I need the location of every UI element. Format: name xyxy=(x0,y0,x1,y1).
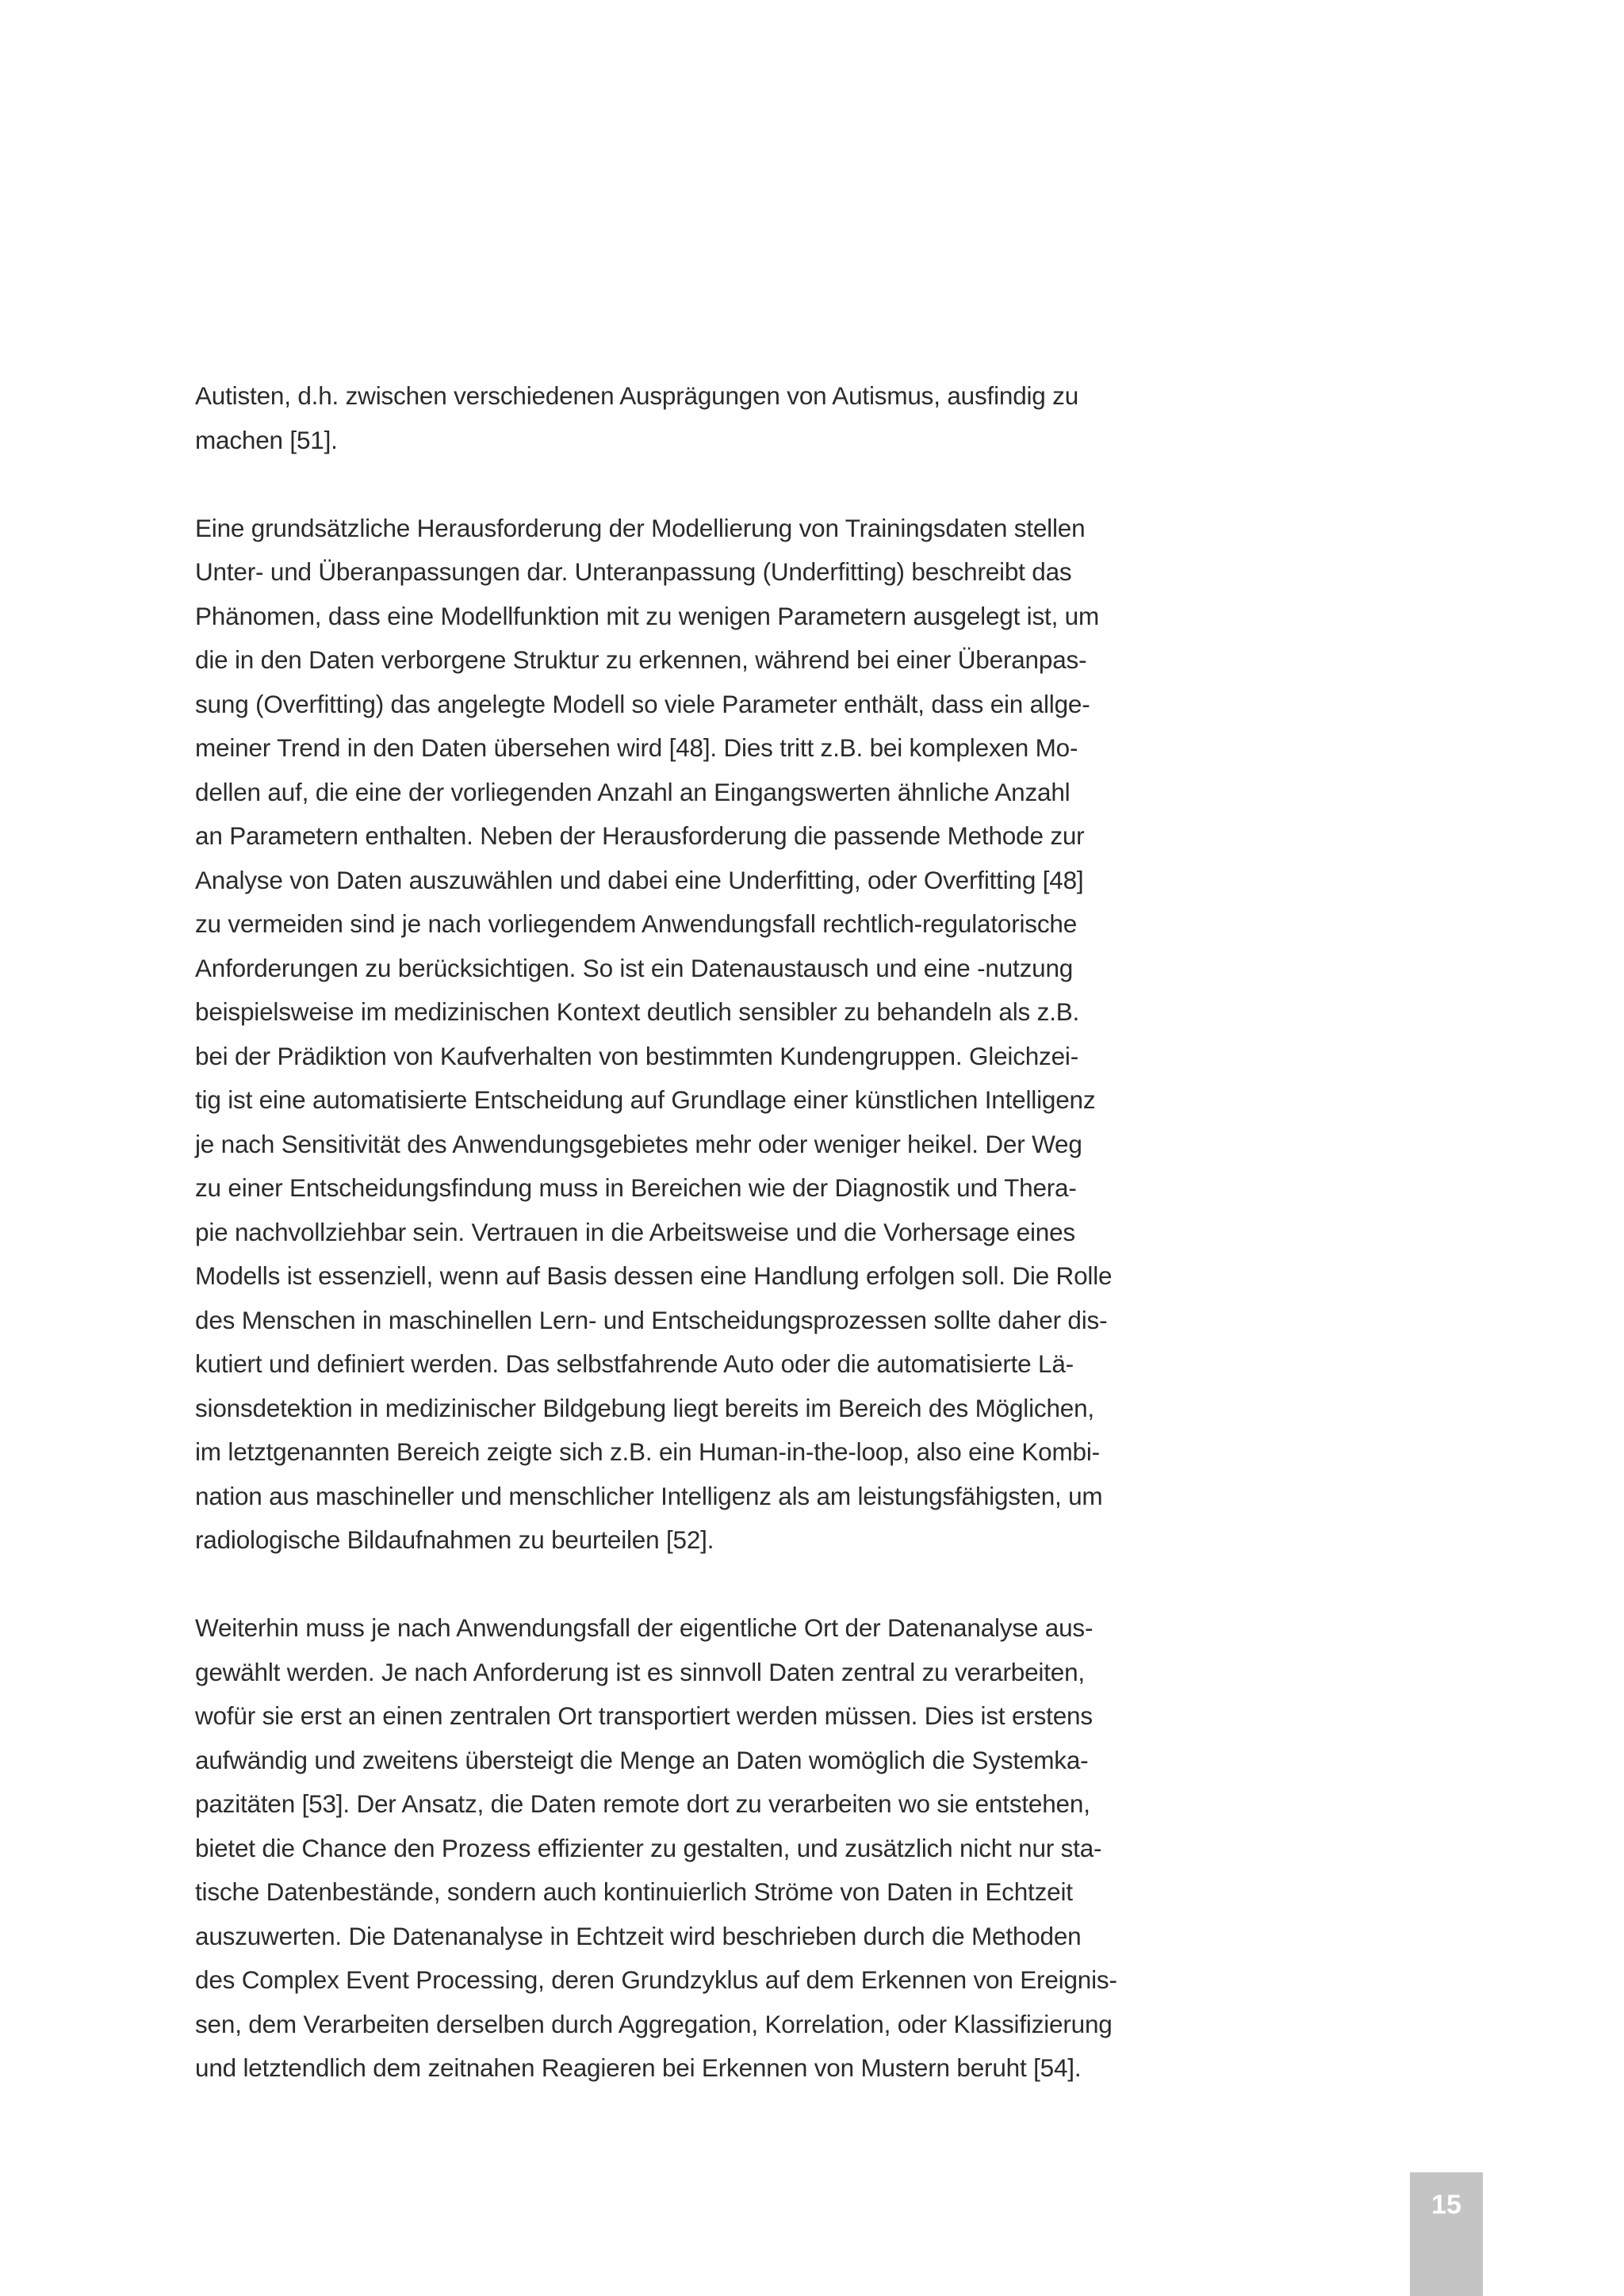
text-line: Anforderungen zu berücksichtigen. So ist ein Datenaustausch und eine -nutzung xyxy=(195,953,1074,982)
paragraph-spacer xyxy=(195,1563,1175,1607)
text-line: Unter- und Überanpassungen dar. Unteranpassung (Underfitting) beschreibt das xyxy=(195,557,1072,586)
text-line: Eine grundsätzliche Herausforderung der Modellierung von Trainingsdaten stellen xyxy=(195,513,1086,542)
text-line: Weiterhin muss je nach Anwendungsfall der eigentliche Ort der Datenanalyse aus- xyxy=(195,1613,1094,1642)
text-line: beispielsweise im medizinischen Kontext deutlich sensibler zu behandeln als z.B. xyxy=(195,997,1080,1026)
text-line: pie nachvollziehbar sein. Vertrauen in die Arbeitsweise und die Vorhersage eines xyxy=(195,1217,1075,1246)
page-number: 15 xyxy=(1431,2190,1461,2220)
text-line: pazitäten [53]. Der Ansatz, die Daten remote dort zu verarbeiten wo sie entstehen, xyxy=(195,1789,1090,1818)
text-line: Analyse von Daten auszuwählen und dabei eine Underfitting, oder Overfitting [48] xyxy=(195,865,1084,894)
text-line: aufwändig und zweitens übersteigt die Menge an Daten womöglich die Systemka- xyxy=(195,1745,1089,1774)
text-line: tische Datenbestände, sondern auch kontinuierlich Ströme von Daten in Echtzeit xyxy=(195,1877,1073,1906)
text-line: auszuwerten. Die Datenanalyse in Echtzeit wird beschrieben durch die Methoden xyxy=(195,1921,1082,1950)
text-line: des Complex Event Processing, deren Grundzyklus auf dem Erkennen von Ereignis- xyxy=(195,1965,1117,1994)
paragraph xyxy=(195,374,1175,462)
body-text xyxy=(195,374,1175,2091)
text-line: an Parametern enthalten. Neben der Herausforderung die passende Methode zur xyxy=(195,821,1085,850)
text-line: nation aus maschineller und menschlicher Intelligenz als am leistungsfähigsten, um xyxy=(195,1481,1103,1510)
paragraph-spacer xyxy=(195,462,1175,507)
text-line: Autisten, d.h. zwischen verschiedenen Ausprägungen von Autismus, ausfindig zu xyxy=(195,381,1079,410)
text-line: und letztendlich dem zeitnahen Reagieren bei Erkennen von Mustern beruht [54]. xyxy=(195,2053,1082,2082)
text-line: im letztgenannten Bereich zeigte sich z.B. ein Human-in-the-loop, also eine Kombi- xyxy=(195,1437,1100,1466)
page-number-tab xyxy=(1410,2172,1483,2296)
text-line: je nach Sensitivität des Anwendungsgebietes mehr oder weniger heikel. Der Weg xyxy=(195,1129,1082,1158)
text-line: bietet die Chance den Prozess effizienter zu gestalten, und zusätzlich nicht nur sta- xyxy=(195,1833,1102,1862)
text-line: gewählt werden. Je nach Anforderung ist es sinnvoll Daten zentral zu verarbeiten, xyxy=(195,1657,1085,1686)
text-line: des Menschen in maschinellen Lern- und Entscheidungsprozessen sollte daher dis- xyxy=(195,1305,1108,1334)
paragraph xyxy=(195,1606,1175,2091)
text-line: Modells ist essenziell, wenn auf Basis dessen eine Handlung erfolgen soll. Die Rolle xyxy=(195,1261,1113,1290)
text-line: dellen auf, die eine der vorliegenden Anzahl an Eingangswerten ähnliche Anzahl xyxy=(195,777,1071,806)
text-line: sung (Overfitting) das angelegte Modell so viele Parameter enthält, dass ein allge- xyxy=(195,689,1090,718)
text-line: meiner Trend in den Daten übersehen wird [48]. Dies tritt z.B. bei komplexen Mo- xyxy=(195,733,1078,762)
text-line: wofür sie erst an einen zentralen Ort transportiert werden müssen. Dies ist erstens xyxy=(195,1701,1093,1730)
text-line: kutiert und definiert werden. Das selbstfahrende Auto oder die automatisierte Lä- xyxy=(195,1349,1074,1378)
text-line: tig ist eine automatisierte Entscheidung auf Grundlage einer künstlichen Intelligenz xyxy=(195,1085,1096,1114)
text-line: sionsdetektion in medizinischer Bildgebung liegt bereits im Bereich des Möglichen, xyxy=(195,1393,1094,1422)
paragraph xyxy=(195,507,1175,1563)
text-line: zu einer Entscheidungsfindung muss in Bereichen wie der Diagnostik und Thera- xyxy=(195,1173,1077,1202)
text-line: machen [51]. xyxy=(195,425,338,454)
text-line: radiologische Bildaufnahmen zu beurteilen [52]. xyxy=(195,1525,714,1554)
text-line: die in den Daten verborgene Struktur zu erkennen, während bei einer Überanpas- xyxy=(195,645,1087,674)
text-line: sen, dem Verarbeiten derselben durch Aggregation, Korrelation, oder Klassifizierung xyxy=(195,2009,1113,2038)
text-line: Phänomen, dass eine Modellfunktion mit zu wenigen Parametern ausgelegt ist, um xyxy=(195,601,1100,630)
text-line: bei der Prädiktion von Kaufverhalten von bestimmten Kundengruppen. Gleichzei- xyxy=(195,1041,1079,1070)
text-line: zu vermeiden sind je nach vorliegendem Anwendungsfall rechtlich-regulatorische xyxy=(195,909,1078,938)
